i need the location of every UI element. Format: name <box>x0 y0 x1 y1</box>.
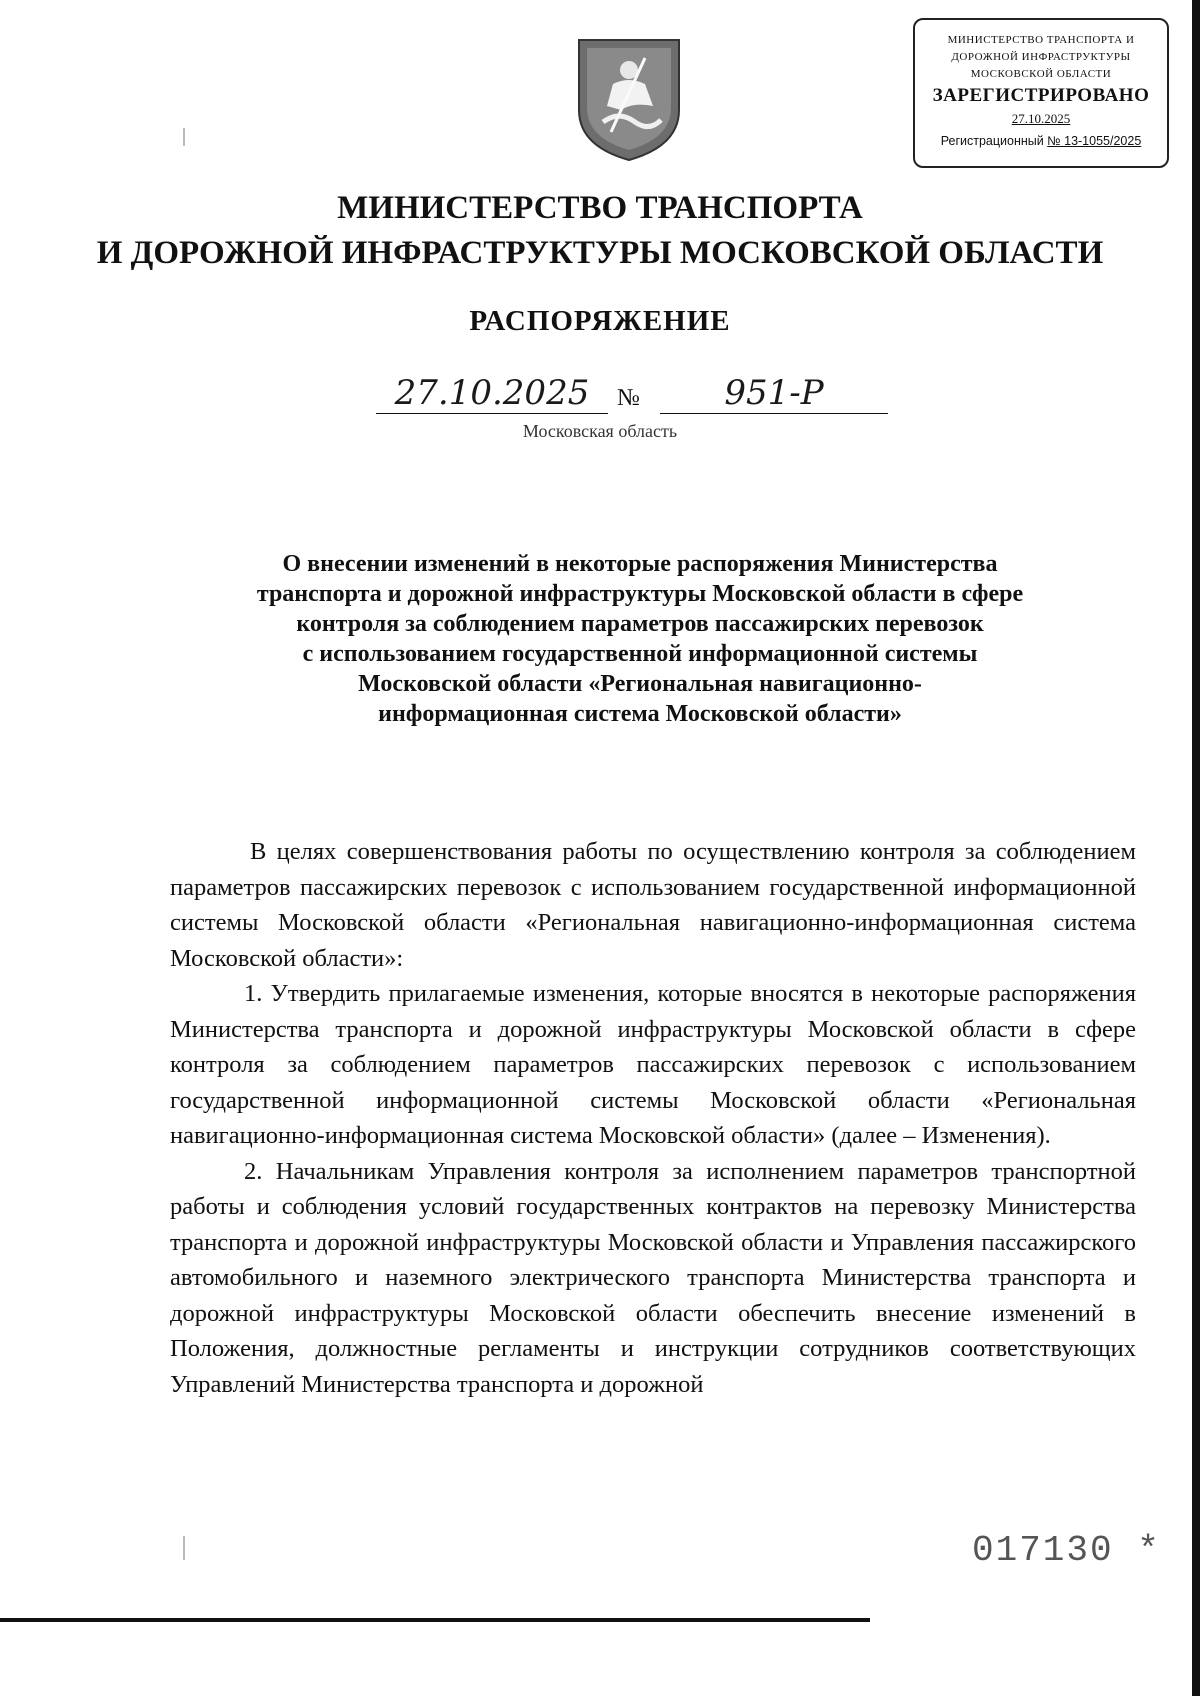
stamp-status: ЗАРЕГИСТРИРОВАНО <box>932 85 1150 106</box>
stamp-line-3: МОСКОВСКОЙ ОБЛАСТИ <box>970 68 1112 80</box>
subject-line-4: с использованием государственной информационной системы <box>302 641 978 667</box>
subject-line-1: О внесении изменений в некоторые распоряжения Министерства <box>282 551 998 577</box>
stamp-reg-label: Регистрационный <box>940 134 1044 148</box>
order-date-number-line <box>376 373 888 416</box>
stamp-reg-value: № 13-1055/2025 <box>1047 134 1142 148</box>
subject-line-6: информационная система Московской области» <box>378 701 902 727</box>
document-type: РАСПОРЯЖЕНИЕ <box>469 305 731 337</box>
ministry-name-line-2: И ДОРОЖНОЙ ИНФРАСТРУКТУРЫ МОСКОВСКОЙ ОБЛАСТИ <box>96 235 1104 271</box>
handwritten-date: 27.10.2025 <box>376 373 608 414</box>
stamp-reg-number <box>915 134 1167 148</box>
body-item-1: 1. Утвердить прилагаемые изменения, которые вносятся в некоторые распоряжения Министерства транспорта и дорожной инфраструктуры Московской области в сфере контроля за соблюдением параметров пассажирских перевозок с использованием государственной информационной системы Московской области «Региональная навигационно-информационная система Московской области» (далее – Изменения). <box>170 980 1136 1149</box>
scan-mark <box>183 1536 185 1560</box>
stamp-line-2: ДОРОЖНОЙ ИНФРАСТРУКТУРЫ <box>951 51 1131 63</box>
subject-line-2: транспорта и дорожной инфраструктуры Московской области в сфере <box>256 581 1024 607</box>
scan-mark <box>183 128 185 146</box>
number-sign: № <box>617 385 640 411</box>
body-item-2: 2. Начальникам Управления контроля за исполнением параметров транспортной работы и соблюдения условий государственных контрактов на перевозку Министерства транспорта и дорожной инфраструктуры Московской области и Управления пассажирского автомобильного и наземного электрического транспорта Министерства транспорта и дорожной инфраструктуры Московской области обеспечить внесение изменений в Положения, должностные регламенты и инструкции сотрудников соответствующих Управлений Министерства транспорта и дорожной <box>170 1157 1136 1398</box>
ministry-name-line-1: МИНИСТЕРСТВО ТРАНСПОРТА <box>337 190 863 226</box>
order-subject <box>180 549 1100 729</box>
scan-edge-line <box>0 1618 870 1622</box>
body-intro-paragraph: В целях совершенствования работы по осуществлению контроля за соблюдением параметров пассажирских перевозок с использованием государственной информационной системы Московской области «Региональная навигационно-информационная система Московской области»: <box>170 838 1136 972</box>
scan-edge-border <box>1192 0 1200 1696</box>
stamp-line-1: МИНИСТЕРСТВО ТРАНСПОРТА И <box>947 34 1135 46</box>
stamp-date: 27.10.2025 <box>1011 111 1071 126</box>
order-place: Московская область <box>522 421 678 441</box>
subject-line-5: Московской области «Региональная навигационно- <box>358 671 922 697</box>
handwritten-order-number: 951-Р <box>660 373 888 414</box>
order-body <box>170 834 1136 1402</box>
ministry-name <box>0 186 1200 276</box>
document-serial-code: 017130 * <box>972 1530 1161 1571</box>
registration-stamp <box>913 18 1169 168</box>
subject-line-3: контроля за соблюдением параметров пассажирских перевозок <box>296 611 984 637</box>
coat-of-arms-emblem <box>573 36 685 162</box>
